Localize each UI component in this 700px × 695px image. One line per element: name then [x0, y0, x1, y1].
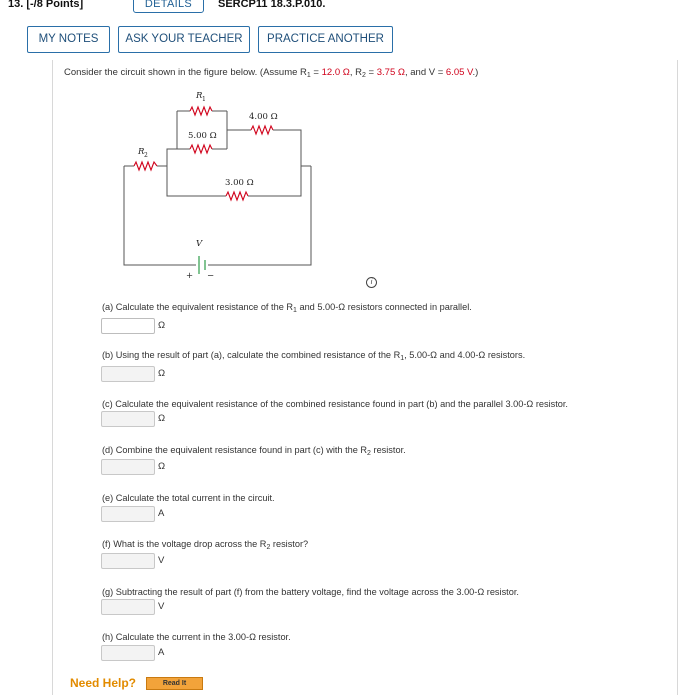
prompt-r1-eq: = — [310, 67, 322, 78]
resistor-400 — [251, 126, 273, 134]
read-it-button[interactable]: Read It — [146, 677, 203, 690]
r1-label: R — [196, 91, 203, 101]
wire-right-bottom — [208, 166, 311, 265]
r1-value: 12.0 Ω — [321, 67, 350, 78]
part-g-prompt: (g) Subtracting the result of part (f) from the battery voltage, find the voltage across the 3.00-Ω resistor. — [102, 587, 519, 597]
answer-input-b[interactable] — [101, 366, 155, 382]
part-d-prompt: (d) Combine the equivalent resistance found in part (c) with the $R_2$ resistor. — [102, 445, 406, 457]
label-400: 4.00 Ω — [249, 112, 278, 122]
unit-g: V — [158, 601, 165, 612]
details-tab[interactable]: DETAILS — [133, 0, 204, 13]
unit-f: V — [158, 555, 165, 566]
r2-value: 3.75 Ω — [376, 67, 405, 78]
question-header — [0, 0, 700, 18]
info-icon[interactable]: i — [366, 277, 377, 288]
label-300: 3.00 Ω — [225, 178, 254, 188]
wire-left-bottom — [124, 166, 196, 265]
my-notes-button[interactable]: MY NOTES — [27, 26, 110, 53]
resistor-300 — [226, 192, 248, 200]
unit-h: A — [158, 647, 165, 658]
part-a-prompt: (a) Calculate the equivalent resistance of the $R_1$ and 5.00-Ω resistors connected in parallel. — [102, 302, 472, 314]
resistor-500 — [190, 145, 212, 153]
answer-input-a[interactable] — [101, 318, 155, 334]
prompt-lead: Consider the circuit shown in the figure below. (Assume R — [64, 67, 307, 78]
r2-label: R — [138, 147, 145, 157]
part-f-prompt: (f) What is the voltage drop across the $R_2$ resistor? — [102, 539, 309, 551]
practice-another-button[interactable]: PRACTICE ANOTHER — [258, 26, 393, 53]
v-value: 6.05 V — [445, 67, 473, 78]
unit-c: Ω — [158, 413, 166, 424]
unit-e: A — [158, 508, 165, 519]
unit-b: Ω — [158, 368, 166, 379]
ask-teacher-button[interactable]: ASK YOUR TEACHER — [118, 26, 250, 53]
label-500: 5.00 Ω — [188, 131, 217, 141]
part-h-prompt: (h) Calculate the current in the 3.00-Ω resistor. — [102, 632, 291, 642]
resistor-r2 — [134, 162, 157, 170]
part-b-prompt: (b) Using the result of part (a), calculate the combined resistance of the $R_1$, 5.00-Ω and 4.00-Ω resistors. — [102, 350, 526, 362]
wire-400-right — [273, 130, 301, 166]
wire-300-right — [248, 166, 301, 196]
answer-input-c[interactable] — [101, 411, 155, 427]
need-help-label: Need Help? — [70, 676, 137, 690]
battery — [199, 256, 205, 274]
part-e-prompt: (e) Calculate the total current in the circuit. — [102, 493, 275, 503]
answer-input-h[interactable] — [101, 645, 155, 661]
question-number: 13. [-/8 Points] — [8, 0, 84, 10]
unit-a: Ω — [158, 320, 166, 331]
unit-d: Ω — [158, 461, 166, 472]
prompt-tail: .) — [472, 67, 479, 78]
prompt-r2-label: , R — [349, 67, 362, 78]
r1-sub: 1 — [202, 96, 206, 103]
problem-code: SERCP11 18.3.P.010. — [218, 0, 326, 10]
battery-plus: + — [186, 271, 194, 281]
battery-minus: − — [207, 271, 215, 281]
prompt-v-lead: , and V = — [404, 67, 446, 78]
answer-input-f[interactable] — [101, 553, 155, 569]
wire-to-parallel — [167, 149, 177, 166]
resistor-r1 — [190, 107, 212, 115]
problem-prompt: Consider the circuit shown in the figure below. (Assume $R_1 = 12.0$ Ω, $R_2 = 3.75$ Ω, and V = 6.05 V.) — [64, 67, 479, 79]
r2-sub: 2 — [144, 152, 148, 159]
battery-label: V — [196, 239, 203, 249]
answer-input-e[interactable] — [101, 506, 155, 522]
part-c-prompt: (c) Calculate the equivalent resistance of the combined resistance found in part (b) and the parallel 3.00-Ω resistor. — [102, 399, 568, 409]
answer-input-d[interactable] — [101, 459, 155, 475]
wire-300-left — [167, 166, 226, 196]
answer-input-g[interactable] — [101, 599, 155, 615]
prompt-r2-eq: = — [365, 67, 377, 78]
circuit-figure — [110, 82, 330, 282]
